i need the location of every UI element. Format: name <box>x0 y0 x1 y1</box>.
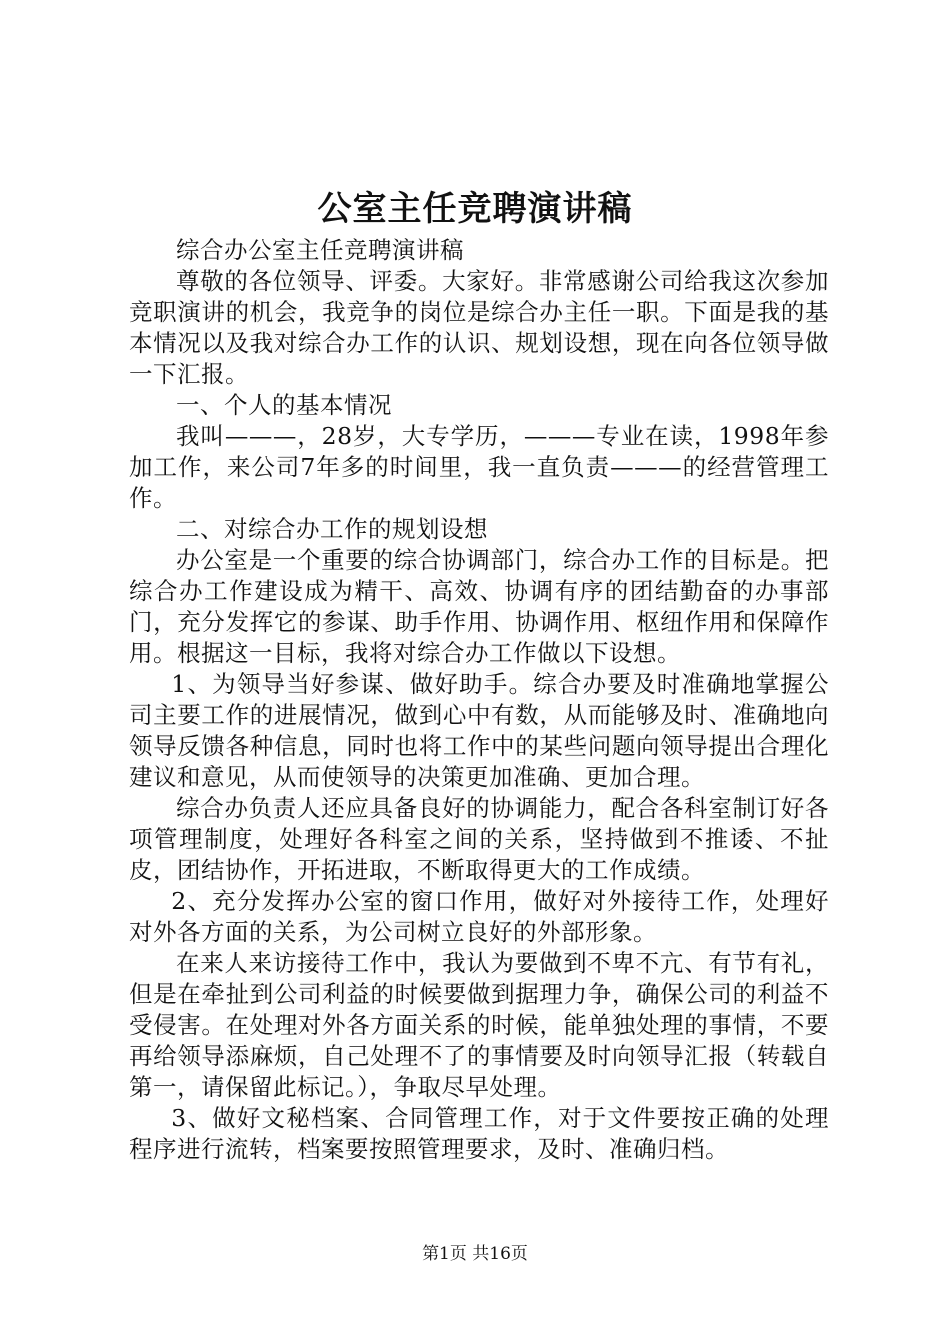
page-footer: 第1页 共16页 <box>422 1244 528 1264</box>
section-heading-plan: 二、对综合办工作的规划设想 <box>176 515 488 543</box>
paragraph-item-3: 3、做好文秘档案、合同管理工作，对于文件要按正确的处理程序进行流转，档案要按照管理要求，及时、准确归档。 <box>129 1104 829 1163</box>
section-heading-personal: 一、个人的基本情况 <box>176 391 392 419</box>
paragraph-item-2: 2、充分发挥办公室的窗口作用，做好对外接待工作，处理好对外各方面的关系，为公司树立良好的外部形象。 <box>129 887 829 946</box>
document-title: 公室主任竞聘演讲稿 <box>317 189 633 229</box>
paragraph-greeting: 尊敬的各位领导、评委。大家好。非常感谢公司给我这次参加竞职演讲的机会，我竞争的岗位是综合办主任一职。下面是我的基本情况以及我对综合办工作的认识、规划设想，现在向各位领导做一下汇报。 <box>129 267 829 388</box>
paragraph-reception: 在来人来访接待工作中，我认为要做到不卑不亢、有节有礼，但是在牵扯到公司利益的时候要做到据理力争，确保公司的利益不受侵害。在处理对外各方面关系的时候，能单独处理的事情，不要再给领导添麻烦，自己处理不了的事情要及时向领导汇报（转载自第一，请保留此标记。），争取尽早处理。 <box>129 949 829 1101</box>
paragraph-personal-info: 我叫———，28岁，大专学历，———专业在读，1998年参加工作，来公司7年多的时间里，我一直负责———的经营管理工作。 <box>129 422 829 512</box>
document-body <box>129 235 829 1165</box>
paragraph-office-role: 办公室是一个重要的综合协调部门，综合办工作的目标是。把综合办工作建设成为精干、高效、协调有序的团结勤奋的办事部门，充分发挥它的参谋、助手作用、协调作用、枢纽作用和保障作用。根据这一目标，我将对综合办工作做以下设想。 <box>129 546 829 667</box>
paragraph-coordination: 综合办负责人还应具备良好的协调能力，配合各科室制订好各项管理制度，处理好各科室之间的关系，坚持做到不推诿、不扯皮，团结协作，开拓进取，不断取得更大的工作成绩。 <box>129 794 829 884</box>
paragraph-item-1: 1、为领导当好参谋、做好助手。综合办要及时准确地掌握公司主要工作的进展情况，做到心中有数，从而能够及时、准确地向领导反馈各种信息，同时也将工作中的某些问题向领导提出合理化建议和意见，从而使领导的决策更加准确、更加合理。 <box>129 670 829 791</box>
paragraph-subtitle: 综合办公室主任竞聘演讲稿 <box>176 236 464 264</box>
